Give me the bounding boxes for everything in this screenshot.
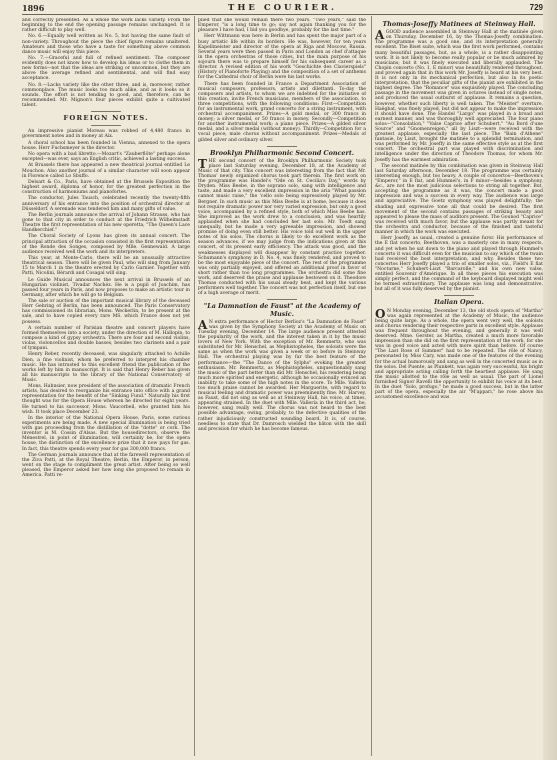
paragraph: No. 6.—Equally well written as No. 5, but having the same fault of non-variety. Throughout the piece the chief figure remains unaltered. Amateurs and those who have a taste for something above common dance music will enjoy this piece. [22,34,190,55]
news-item: A certain number of Parisian theatre and concert players have formed themselves into a society, under the direction of M. Hallopin, to compose a kind of gypsy orchestra. There are four and second violins, violas, violoncellos and double basses, besides two clarinets and a pair of tympani. [22,325,190,352]
section-heading-thomas-joseffy: Thomas-Joseffy Matinees at Steinway Hall. [382,20,536,28]
masthead-rule [22,14,543,15]
news-item: A choral school has been founded in Vienna, annexed to the opera house. Herr Fuchsmeyer is the director. [22,140,190,151]
news-item: The German journals announce that at the farewell representation of the Ziva Patti, at the Royal Theatre, Berlin, the Emperor, in person, went on the stage to compliment the great artist. After being so well pleased, the Emperor asked her how long she proposed to remain in America. Patti re- [22,452,190,479]
paragraph: No. 8.—Lacks variety like the other three, and is, moreover, rather commonplace. The music looks too much alike, and as it looks so it sounds. The effort is not tending to good, and, therefore, can be recommended. Mr. Mignon's four pieces exhibit quite a cultivated talent. [22,82,190,109]
column-rule [194,16,195,756]
drop-cap: A [375,28,385,43]
article-body [198,156,366,297]
masthead-year: 1896 [22,3,45,13]
divider [267,299,297,300]
article-body [375,30,543,162]
paragraph: No. 7.—Graceful and full of refined sentiment. The composer evidently does not know how to develop his ideas or to clothe them in new forms—not that the ideas are striking or uncommon, but they are above the average refined and sentimental, and will find easy acceptance. [22,56,190,82]
news-item: An impressive pianist Moreau was robbed of 4,480 francs in government notes and in money at Aix. [22,129,190,140]
paragraph: The second matinée by this combination was given in Steinway Hall last Saturday afternoon, December 18. The programme was certainly interesting enough, but too heavy. A couple of concertos—Beethoven's "Emperor," in E flat, and Hummel's, in F minor—besides a symphony, &c., are not the most judicious selections to string all together. But, accepting the programme as it was, the concert made a good impression and was a success in every way. The audience was large and appreciative. The Goetz symphony was played delightfully; the shading and expressive tone all that could be desired. The first movement of the second contains passages of striking beauty and appeared to please the mass of auditors present. The Gounod "Caprice" was received with much favor, but the applause was partly meant for the orchestra and conductor, because of the finished and tasteful manner in which the work was executed. [375,163,543,236]
drop-cap: A [198,317,208,332]
section-heading-damnation: "La Damnation de Faust" at the Academy of Music. [203,302,361,318]
article-body [198,317,366,432]
divider [91,125,121,126]
article-text: HE second concert of the Brooklyn Philharmonic Society took place last Saturday evening, December 18, at the Academy of Music of that city. This concert was interesting from the fact that Mr. Thomas' newly organized chorus took part therein. The first work on the programme was Handel's "Ode on St. Cecilia's Day," words by Dryden. Miss Beebe, in the soprano solo, sang with intelligence and taste, and made a very excellent impression in the aria "What passion cannot music raise," the 'cello solo being expressively played by Mr. Bergner. In such music as this Miss Beebe is at home, because it does not require dramatic power nor very varied expression, but only a good voice, accompanied by a refined style, both of which Miss Beebe has. She improved as the work drew to a conclusion, and was heartily applauded when she had concluded her last solo. Mr. Toedt sang unequally, but he made a very agreeable impression, and showed promise of doing even still better. His voice told out well in the upper notes of his solos. The chorus is likely to do excellent work as the season advances, if we may judge from the indications given at this concert, of its present early efficiency. The attack was good, and the weaknesses displayed will disappear by constant practice together. Schumann's symphony in D, No. 4, was finely rendered, and proved to be the most enjoyable piece of the concert. The rest of the programme was only partially enjoyed, and offered an additional proof in favor of short rather than too long programmes. The orchestra did some fine work, and deserved the praise and applause bestowed on it. Theodore Thomas conducted with his usual steady beat, and kept the various performers well together. The concert was not perfection itself, but one of a high average of merit. [198,158,366,297]
news-item: No opera with a bad libretto.—Mozart's "Zauberflöte" perhaps alone excepted—was ever, says an English critic, achieved a lasting success. [22,152,190,163]
section-heading-italian-opera: Italian Opera. [434,298,484,307]
article-text: N extra performance of Hector Berlioz's "La Damnation de Faust" was given by the Symphony Society at the Academy of Music on Tuesday evening, December 14. The large audience present attested the popularity of the work, and the interest taken in it by the music lovers of New York. With the exception of Mr. Remmertz, who was substituted for Mr. Henschel, as Mephistopheles, the soloists were the same as when the work was given a week or so before in Steinway Hall. The orchestral playing was by far the best feature of the performance—the "The Dance of the Sylphs" evoking the greatest enthusiasm. Mr. Remmertz, as Mephistopheles, unquestionably sang the music of the part better than did Mr. Henschel, his rendering being much more spirited and energetic, although he occasionally evinced an inability to take some of the high notes in the score. To Mlle. Vallería too much praise cannot be awarded. Her Marguerite, with regard to musical feeling and dramatic power was preeminently fine. Mr. Harvey, as Faust, did not sing as well as at Steinway Hall, his voice, at times, appearing strained. In the duet with Mlle. Vallería in the third act, he, however, sang really well. The chorus was not heard to the best possible advantage, owing, probably, to the defective qualities of the rather injudiciously constructed sounding board. It is, of course, needless to state that Dr. Damrosch wielded the bâton with the skill and precision for which he has become famous. [198,319,366,432]
news-item: The sale or auction of the important musical library of the deceased Herr Gehring of Berlin, has been announced. The Paris Conservatory has commissioned its librarian, Mons. Weckerlin, to be present at the sale, and to have copied every rare MS. which France does not yet possess. [22,299,190,325]
masthead-title: THE COURIER. [228,3,337,13]
paragraph: and correctly presented. As a whole the work lacks variety. From the beginning to the end the opening passage remains unchanged. It is rather difficult to play well. [22,18,190,34]
news-item: Le Guide Musical announces the next arrival in Brussels of an Hungarian violinist, Tivadar Nachéz. He is a pupil of Joachim, has passed four years in Paris, and now proposes to make an artistic tour in Germany, after which he will go to Belgium. [22,277,190,298]
section-heading-foreign-notes: FOREIGN NOTES. [63,114,149,123]
paragraph: There has been founded in France a Department Association of musical composers, professors, artists and dilettanti. To-day the composers and artists, to whom we are indebted for the initiative of this creation, invite French musicians, members of the association, to three competitions, with the following conditions: First—Competition for an instrumental work, grand concerto for a string instrument, with orchestral accompaniment. Prizes—A gold medal, or 300 francs in money; a silver medal, or 50 francs in money. Secondly—Competition for another instrumental work; a piano piece. Prizes—A gilded silver medal, and a silver medal (without money). Thirdly—Competition for a vocal piece; male chorus without accompaniment. Prizes—Medals of gilded silver and ordinary silver. [198,81,366,143]
news-item: At Brussels there has appeared a new theatrical journal entitled Le Mouchon. Also another journal of a similar character will soon appear in Florence called Lo Sbuffo. [22,163,190,179]
news-item: Delsart & Co., Paris, have obtained at the Brussels Exposition the highest award, diploma of honor, for the greatest perfection in the construction of harmoniums and pianofortes. [22,179,190,196]
article-text: N Monday evening, December 13, the old stock opera of "Martha" was again represented at the Academy of Music, the audience being quite large. As a whole, the opera went very well, the soloists and chorus rendering their respective parts in excellent style. Applause was frequent throughout the evening, and generally it was well deserved. Mme. Gerster, as Martha, created a much more favorable impression than she did on the first representation of the work, for she was in good voice and acted with more spirit than before. Of course "The Last Rose of Summer" had to be repeated. The rôle of Nancy, personated by Miss Cary, was made one of the features of the evening for the actual humorously and sang as well in the concerted music as in the solos. Del Puente, as Plunkett, was again very successful, his bright and appropriate acting calling forth the heartiest applause. He sang the music allotted to the rôle as well as usual. The part of Lionel furnished Signor Ravelli the opportunity to exhibit his voice at its best. In the duet "Solo, profugo," he made a good success, but in the latter part of the opera, especially the air "M'appari," he rose above his accustomed excellence and was [375,308,543,401]
drop-cap: O [375,306,386,321]
page-number: 729 [529,3,543,12]
news-item: In the interior of the National Opera House, Paris, some curious experiments are being made. A new special illumination is being tried with gas proceeding from the distillation of the "dotte" or cork. The inventor is M. Cossin d'Alsas. But the housedirectors, observe the Ménestrel, in point of illumination, will certainly be, for the opera house, the distinction of the excellence prize that it now pays for gas. In fact, this theatre spends every year for gas 300,000 francs. [22,415,190,452]
news-item: The Choral Society of Lyons has given its annual concert. The principal attraction of the occasion consisted in the first representation of the Ronde des Songes, composed by Mlle. Gennewald. A large audience received well the work and its interpreters. [22,234,190,255]
column-1 [22,18,190,756]
column-3 [375,18,543,756]
drop-cap: T [198,156,207,171]
news-item: Henry Reber, recently deceased, was singularly attached to Achille Dien, a fine violinist, whom he preferred to interpret his chamber music. He has intrusted to this excellent friend the publication of the works left by him in manuscript. It is said that Henry Reber has given all his manuscripts to the library of the National Conservatory of Music. [22,352,190,383]
paragraph: Herr Joseffy, as usual, created a genuine furor. His performance of the E flat concerto, Beethoven, was a masterly one in many respects, and yet when he sat down to the piano and played through Hummel's concerto it was difficult even for the musician to say which of the twain had received the best interpretation, and why. Besides these two concertos Herr Joseffy played a trio of smaller solos, viz., Field's E flat "Nocturne," Schubert-Liszt "Barcarolle," and his own new valse, entitled Souvenir d'Amérique. In all these pieces his execution was simply perfect, and the command of the keyboard displayed might well be termed extraordinary. The applause was long and demonstrative, but all of it was fully deserved by the pianist. [375,236,543,293]
column-2 [198,18,366,756]
page-edge [543,0,557,760]
paragraph: plied that she would remain there two years. "Two years," said the Emperor, "is a long time to go; say not again thanking you for the pleasure I have had, I bid you goodbye, probably for the last time." [198,18,366,34]
divider [444,295,474,296]
article-body [375,306,543,401]
paragraph: Herr Wittmann was here in Berlin and has spent the major part of a busy artistic life within its borders. He was, however, for ten years Kapellmeister and director of the opera at Riga and Moscow, Russia. Several years were then passed in Paris and London as chef d'attaque in the opera orchestras of those cities, but the main purpose of his sojourn there was to prepare himself for his subsequent career as a director. A revised edition of his work "Geschichte des Clavierspiels" (History of Pianoforte Playing) and the composition of a set of anthems for the Cathedral choir of Berlin were his last works. [198,34,366,81]
column-rule [371,16,372,756]
divider [267,146,297,147]
divider [91,111,121,112]
article-text: GOOD audience assembled in Steinway Hall at the matinée given on Thursday, December 16, by the Thomas-Joseffy combination. The programme was a good one, and its interpretation generally excellent. The Biset suite, which was the first work performed, contains many beautiful passages, but, as a whole, is a rather disappointing work. It is not likely to become really popular or be much admired by musicians; but it was finely executed and liberally applauded. The Chopin concerto (No. 1, E minor) was beautifully rendered throughout, and proved again that in this work Mr. Joseffy is heard at his very best. It is not only in its mechanical perfection, but also in its poetic interpretation, that the peculiar gifts of the pianist are exhibited in the highest degree. The "Romance" was exquisitely played. The concluding passage in the movement was given in octaves instead of single notes, and produced the usual outburst of applause. It remains a question, however, whether such liberty is well taken. The "Meister" overture, Haëgbat, was finely played, but did not appear to make the impression it should have done. The Handel "Largo" was played in a broad and earnest manner, and was thoroughly well appreciated. The four piano solos—"Consolation," "Valse Caprice after Schubert," "Au Bord d'une Source" and "Gnomenreigen," all by Liszt—were received with the greatest applause, especially the last piece. The "Bain d'Athene" fantasie, by Liszt, brought the matinée to a splendid termination, and was performed by Mr. Joseffy in the same effective style as at the first concert. The orchestral part was played with discrimination and intelligence under the direction of Theodore Thomas, for whom Mr. Joseffy has the warmest admiration. [375,30,543,163]
masthead [22,3,543,13]
section-heading-brooklyn: Brooklyn Philharmonic Second Concert. [209,148,355,157]
news-item: The Berlin journals announce the arrival of Johann Strauss, who has gone to that city in order to conduct at the Friedrich Wilhelmstadt Theatre the first representation of his new operetta, "The Queen's Lace Handkerchief." [22,212,190,234]
news-item: This year, at Monte-Carlo, there will be an unusually attractive theatrical season. There will be given Paul, who will sing from January 15 to March 1 in the theatre erected by Carlo Garnier. Together with Patti, Nicolini, Bérardi and Cosagal will sing. [22,256,190,277]
news-item: The conductor, Jules Tausch, celebrated recently the twenty-fifth anniversary of his entrance into the position of orchestral director at Düsseldorf. A serenade was tendered him and many gifts of value. [22,196,190,212]
news-item: Mons. Hahnsier, now president of the association of dramatic French artists, has desired to reorganize his entrance into office with a grand representation for the benefit of the "Sinking Fund." Naturally his first thought was for the Opera House whereon he directed for eight years. He turned to his successor, Mons. Vaucorbeil, who granted him his wish. It took place December 23. [22,384,190,415]
